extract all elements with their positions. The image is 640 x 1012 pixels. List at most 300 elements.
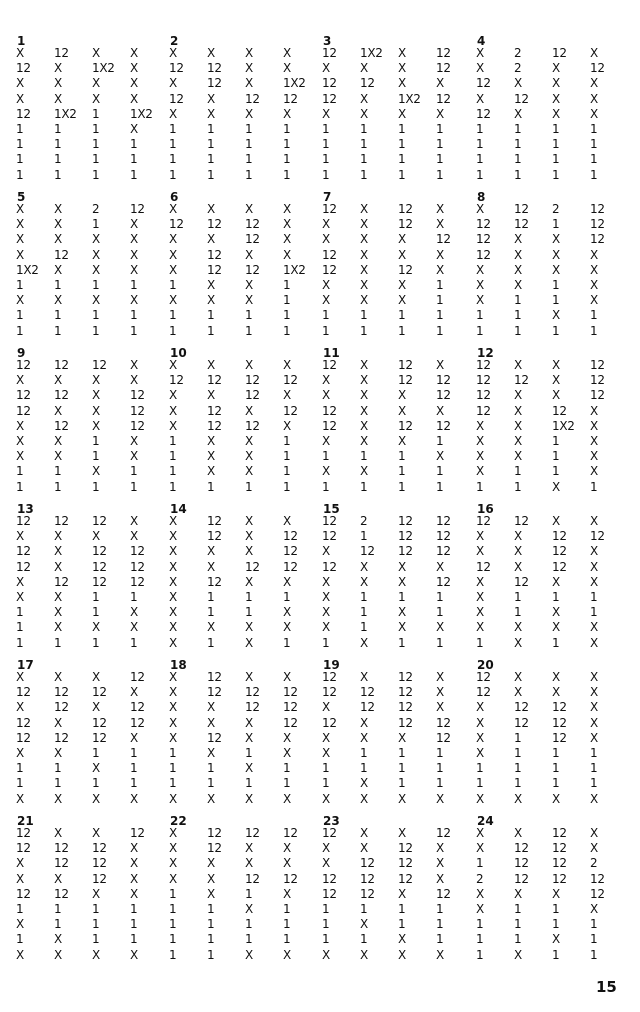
cell: 1	[552, 947, 560, 962]
cell: X	[207, 91, 215, 106]
cell: 12	[590, 61, 605, 76]
cell: 1	[398, 323, 406, 338]
cell: X	[283, 620, 291, 635]
cell: 1	[360, 323, 368, 338]
cell: 1	[92, 449, 100, 464]
cell: 1	[207, 761, 215, 776]
cell: X	[436, 856, 444, 871]
cell: 1	[130, 589, 138, 604]
cell: X	[398, 106, 406, 121]
cell: 1	[552, 167, 560, 182]
cell: 1	[16, 479, 24, 494]
cell: 1	[552, 323, 560, 338]
cell: X	[590, 544, 598, 559]
cell: 1	[590, 167, 598, 182]
cell: 12	[245, 826, 260, 840]
cell: 1	[552, 589, 560, 604]
cell: 1	[130, 152, 138, 167]
column	[514, 514, 552, 651]
column	[54, 46, 92, 183]
cell: 1	[436, 293, 444, 308]
cell: 1	[398, 449, 406, 464]
cell: 1	[360, 137, 368, 152]
cell: X	[552, 61, 560, 76]
column	[360, 670, 398, 807]
cell: X	[590, 433, 598, 448]
column	[92, 514, 130, 651]
column	[590, 514, 628, 651]
cell: 12	[16, 388, 31, 403]
cell: X	[169, 791, 177, 806]
cell: 1	[322, 121, 330, 136]
cell: 12	[398, 418, 413, 433]
cell: 12	[16, 544, 31, 559]
cell: 1	[590, 605, 598, 620]
cell: 12	[590, 358, 605, 372]
cell: 12	[245, 700, 260, 715]
cell: 1	[130, 308, 138, 323]
cell: 1	[322, 901, 330, 916]
cell: 1	[245, 167, 253, 182]
column	[54, 202, 92, 339]
block-columns	[322, 202, 476, 339]
cell: 12	[130, 388, 145, 403]
cell: 12	[54, 685, 69, 700]
cell: 1	[552, 901, 560, 916]
cell: 12	[16, 358, 31, 372]
cell: X	[169, 700, 177, 715]
cell: 1	[169, 932, 177, 947]
cell: 12	[245, 217, 260, 232]
cell: X	[476, 293, 484, 308]
cell: 12	[54, 358, 69, 372]
cell: X	[207, 358, 215, 372]
cell: 12	[398, 514, 413, 528]
cell: X	[92, 826, 100, 840]
cell: X	[283, 574, 291, 589]
cell: 1	[476, 137, 484, 152]
cell: 1	[552, 776, 560, 791]
cell: 1	[169, 137, 177, 152]
cell: X	[514, 620, 522, 635]
cell: X	[207, 464, 215, 479]
block-columns	[16, 514, 170, 651]
cell: X	[436, 76, 444, 91]
cell: X	[207, 106, 215, 121]
cell: 1	[92, 106, 100, 121]
cell: 1	[16, 308, 24, 323]
cell: X	[514, 358, 522, 372]
column	[16, 514, 54, 651]
cell: 1	[436, 323, 444, 338]
column	[169, 670, 207, 807]
cell: 1X2	[360, 46, 383, 60]
cell: 1	[398, 917, 406, 932]
cell: 12	[360, 700, 375, 715]
column	[590, 46, 628, 183]
column	[245, 826, 283, 963]
cell: 12	[514, 856, 529, 871]
column	[16, 826, 54, 963]
cell: 1	[130, 776, 138, 791]
cell: 12	[514, 514, 529, 528]
column	[283, 514, 321, 651]
cell: X	[398, 232, 406, 247]
block-columns	[169, 358, 323, 495]
cell: 1	[92, 917, 100, 932]
cell: X	[54, 232, 62, 247]
cell: X	[590, 841, 598, 856]
game-block	[322, 192, 476, 339]
cell: X	[54, 589, 62, 604]
cell: 1	[16, 776, 24, 791]
cell: 1	[436, 776, 444, 791]
cell: 12	[476, 685, 491, 700]
cell: 12	[245, 418, 260, 433]
column	[398, 358, 436, 495]
cell: 1	[552, 449, 560, 464]
cell: 1	[514, 137, 522, 152]
cell: 12	[322, 529, 337, 544]
cell: X	[514, 635, 522, 650]
cell: X	[54, 871, 62, 886]
cell: X	[283, 745, 291, 760]
column	[207, 202, 245, 339]
column	[283, 358, 321, 495]
cell: 1	[514, 152, 522, 167]
cell: X	[552, 388, 560, 403]
cell: X	[552, 479, 560, 494]
cell: 1	[476, 167, 484, 182]
cell: X	[514, 544, 522, 559]
game-block	[169, 192, 323, 339]
cell: 1	[245, 121, 253, 136]
cell: 12	[130, 202, 145, 216]
cell: X	[207, 559, 215, 574]
cell: X	[590, 464, 598, 479]
cell: X	[360, 730, 368, 745]
cell: X	[92, 529, 100, 544]
cell: 12	[436, 373, 451, 388]
cell: 12	[54, 514, 69, 528]
cell: X	[16, 433, 24, 448]
cell: X	[16, 791, 24, 806]
cell: 1	[54, 152, 62, 167]
cell: 1	[322, 137, 330, 152]
cell: 12	[436, 826, 451, 840]
column	[245, 358, 283, 495]
column	[207, 46, 245, 183]
cell: 12	[590, 871, 605, 886]
cell: X	[398, 886, 406, 901]
column	[283, 670, 321, 807]
cell: 1	[169, 886, 177, 901]
cell: X	[360, 277, 368, 292]
cell: X	[283, 247, 291, 262]
cell: 12	[398, 715, 413, 730]
cell: 12	[130, 559, 145, 574]
cell: 12	[552, 730, 567, 745]
cell: 1	[283, 308, 291, 323]
cell: 1	[398, 464, 406, 479]
cell: X	[169, 529, 177, 544]
cell: 12	[398, 358, 413, 372]
column	[398, 514, 436, 651]
cell: 12	[283, 715, 298, 730]
cell: 1	[92, 776, 100, 791]
cell: 1	[92, 901, 100, 916]
cell: X	[590, 514, 598, 528]
cell: X	[130, 685, 138, 700]
cell: 12	[207, 730, 222, 745]
cell: 1	[590, 761, 598, 776]
cell: X	[245, 635, 253, 650]
cell: 12	[245, 685, 260, 700]
cell: 12	[514, 574, 529, 589]
column	[360, 46, 398, 183]
cell: 1	[169, 308, 177, 323]
cell: 12	[476, 403, 491, 418]
cell: 1	[360, 932, 368, 947]
cell: 1	[436, 932, 444, 947]
cell: X	[16, 856, 24, 871]
cell: 1	[283, 167, 291, 182]
cell: X	[283, 202, 291, 216]
block-columns	[476, 826, 630, 963]
cell: X	[207, 232, 215, 247]
column	[552, 358, 590, 495]
cell: 12	[436, 574, 451, 589]
column	[322, 826, 360, 963]
cell: 12	[207, 61, 222, 76]
game-block	[16, 36, 170, 183]
cell: X	[16, 529, 24, 544]
cell: X	[436, 871, 444, 886]
block-number: 3	[323, 34, 332, 48]
cell: X	[436, 449, 444, 464]
cell: 1	[16, 901, 24, 916]
cell: 1	[360, 901, 368, 916]
cell: X	[476, 418, 484, 433]
cell: 12	[54, 730, 69, 745]
cell: 1	[360, 605, 368, 620]
column	[130, 514, 168, 651]
cell: 12	[245, 373, 260, 388]
cell: 12	[130, 715, 145, 730]
game-block	[476, 816, 630, 963]
column	[207, 670, 245, 807]
cell: 1	[207, 121, 215, 136]
cell: 1	[207, 137, 215, 152]
cell: X	[360, 433, 368, 448]
column	[552, 202, 590, 339]
cell: 12	[283, 685, 298, 700]
column	[169, 514, 207, 651]
cell: 1	[360, 308, 368, 323]
cell: 12	[92, 574, 107, 589]
cell: 2	[476, 871, 484, 886]
cell: 1	[92, 167, 100, 182]
cell: X	[590, 700, 598, 715]
game-block	[476, 36, 630, 183]
cell: X	[54, 544, 62, 559]
cell: X	[552, 620, 560, 635]
cell: X	[514, 403, 522, 418]
cell: X	[130, 841, 138, 856]
cell: X	[283, 886, 291, 901]
cell: X	[245, 46, 253, 60]
cell: 1	[92, 308, 100, 323]
block-number: 7	[323, 190, 332, 204]
game-block	[16, 816, 170, 963]
cell: 12	[322, 514, 337, 528]
game-block	[476, 192, 630, 339]
cell: 1	[92, 152, 100, 167]
cell: X	[514, 670, 522, 684]
cell: X	[54, 373, 62, 388]
cell: X	[283, 514, 291, 528]
cell: 1	[92, 433, 100, 448]
cell: X	[169, 106, 177, 121]
cell: X	[552, 685, 560, 700]
cell: X	[54, 61, 62, 76]
block-columns	[322, 358, 476, 495]
cell: 12	[322, 46, 337, 60]
cell: X	[54, 715, 62, 730]
cell: X	[552, 791, 560, 806]
game-block	[476, 504, 630, 651]
cell: 12	[322, 202, 337, 216]
cell: 12	[130, 418, 145, 433]
cell: 1	[54, 479, 62, 494]
cell: X	[360, 262, 368, 277]
block-number: 17	[17, 658, 34, 672]
cell: X	[514, 433, 522, 448]
cell: X	[207, 700, 215, 715]
cell: X	[514, 277, 522, 292]
game-block	[16, 504, 170, 651]
cell: X	[130, 620, 138, 635]
cell: X	[436, 403, 444, 418]
cell: 1X2	[552, 418, 575, 433]
cell: 1	[514, 605, 522, 620]
cell: X	[169, 247, 177, 262]
cell: 12	[283, 700, 298, 715]
cell: X	[54, 449, 62, 464]
cell: 1	[514, 745, 522, 760]
cell: X	[245, 715, 253, 730]
cell: 1	[476, 323, 484, 338]
cell: 1	[169, 901, 177, 916]
cell: 12	[207, 403, 222, 418]
cell: 12	[436, 544, 451, 559]
cell: X	[54, 605, 62, 620]
cell: X	[207, 277, 215, 292]
cell: X	[436, 685, 444, 700]
cell: 1	[169, 745, 177, 760]
cell: 1	[476, 308, 484, 323]
cell: X	[590, 76, 598, 91]
cell: X	[360, 464, 368, 479]
cell: 12	[322, 871, 337, 886]
cell: X	[476, 589, 484, 604]
cell: 1	[360, 449, 368, 464]
column	[130, 826, 168, 963]
cell: X	[360, 358, 368, 372]
cell: 12	[360, 76, 375, 91]
cell: X	[398, 46, 406, 60]
cell: 12	[398, 871, 413, 886]
cell: 1	[436, 277, 444, 292]
cell: X	[245, 106, 253, 121]
cell: X	[245, 947, 253, 962]
cell: X	[476, 730, 484, 745]
cell: X	[54, 826, 62, 840]
cell: 1	[476, 932, 484, 947]
cell: X	[169, 202, 177, 216]
cell: X	[16, 700, 24, 715]
cell: 1	[92, 932, 100, 947]
cell: 12	[552, 46, 567, 60]
cell: 12	[207, 529, 222, 544]
cell: 1	[54, 323, 62, 338]
cell: X	[590, 293, 598, 308]
column	[245, 46, 283, 183]
block-columns	[169, 670, 323, 807]
cell: 12	[207, 262, 222, 277]
cell: X	[552, 514, 560, 528]
cell: 12	[130, 700, 145, 715]
cell: X	[476, 826, 484, 840]
column	[476, 670, 514, 807]
cell: X	[54, 932, 62, 947]
cell: 12	[322, 715, 337, 730]
cell: 1	[16, 167, 24, 182]
cell: 1	[169, 917, 177, 932]
cell: X	[476, 791, 484, 806]
cell: 1	[169, 464, 177, 479]
cell: 1	[283, 121, 291, 136]
cell: X	[283, 217, 291, 232]
cell: 1	[514, 730, 522, 745]
cell: X	[398, 730, 406, 745]
cell: 1	[207, 589, 215, 604]
cell: 1	[207, 605, 215, 620]
cell: X	[54, 559, 62, 574]
cell: X	[590, 91, 598, 106]
column	[245, 202, 283, 339]
cell: 1	[322, 479, 330, 494]
block-number: 6	[170, 190, 179, 204]
cell: X	[92, 464, 100, 479]
cell: 1	[590, 479, 598, 494]
cell: 1	[130, 137, 138, 152]
block-columns	[16, 358, 170, 495]
cell: X	[322, 232, 330, 247]
block-columns	[16, 670, 170, 807]
cell: 12	[514, 217, 529, 232]
cell: X	[283, 856, 291, 871]
cell: X	[16, 871, 24, 886]
cell: 12	[207, 217, 222, 232]
cell: X	[514, 449, 522, 464]
cell: X	[552, 373, 560, 388]
cell: 12	[322, 262, 337, 277]
cell: X	[169, 635, 177, 650]
cell: 1	[169, 449, 177, 464]
cell: 12	[552, 529, 567, 544]
cell: X	[245, 730, 253, 745]
